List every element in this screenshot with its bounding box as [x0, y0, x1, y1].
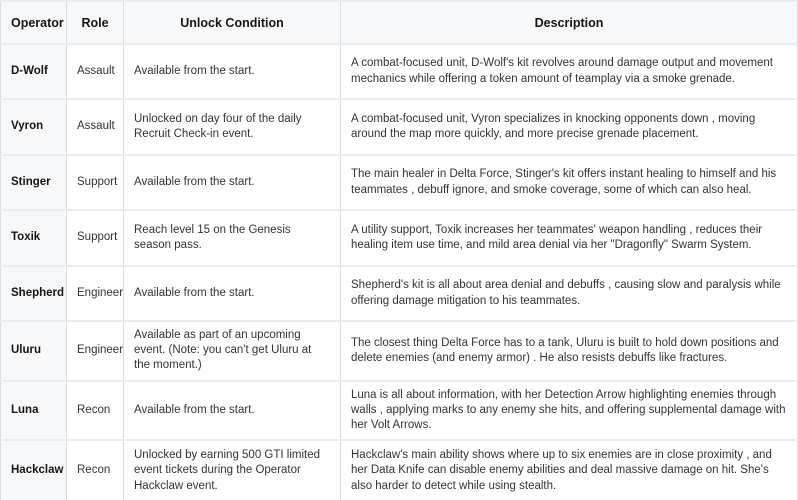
column-header-operator: Operator — [1, 1, 67, 44]
role-cell: Assault — [67, 44, 124, 99]
operator-cell: Uluru — [1, 321, 67, 381]
operator-cell: Toxik — [1, 210, 67, 266]
operator-cell: Stinger — [1, 155, 67, 210]
table-row — [1, 440, 798, 500]
description-cell: A combat-focused unit, Vyron specializes in knocking opponents down , moving around the map more quickly, and more precise grenade placement. — [341, 99, 798, 155]
table-row — [1, 44, 798, 99]
role-cell: Recon — [67, 440, 124, 500]
operator-cell: Luna — [1, 381, 67, 441]
description-cell: Shepherd's kit is all about area denial and debuffs , causing slow and paralysis while offering damage mitigation to his teammates. — [341, 266, 798, 321]
operator-cell: Hackclaw — [1, 440, 67, 500]
role-cell: Engineer — [67, 321, 124, 381]
column-header-unlock-condition: Unlock Condition — [124, 1, 341, 44]
unlock-condition-cell: Unlocked on day four of the daily Recruit Check-in event. — [124, 99, 341, 155]
unlock-condition-cell: Available from the start. — [124, 266, 341, 321]
table-row — [1, 321, 798, 381]
role-cell: Support — [67, 210, 124, 266]
unlock-condition-cell: Available from the start. — [124, 155, 341, 210]
unlock-condition-cell: Unlocked by earning 500 GTI limited event tickets during the Operator Hackclaw event. — [124, 440, 341, 500]
operator-cell: Vyron — [1, 99, 67, 155]
table-row — [1, 99, 798, 155]
role-cell: Support — [67, 155, 124, 210]
description-cell: Hackclaw's main ability shows where up to six enemies are in close proximity , and her Data Knife can disable enemy abilities and deal massive damage on hit. She's also harder to detect while using stealth. — [341, 440, 798, 500]
description-cell: Luna is all about information, with her Detection Arrow highlighting enemies through walls , applying marks to any enemy she hits, and offering supplemental damage with her Volt Arrows. — [341, 381, 798, 441]
description-cell: A utility support, Toxik increases her teammates' weapon handling , reduces their healing item use time, and mild area denial via her "Dragonfly" Swarm System. — [341, 210, 798, 266]
operator-cell: D-Wolf — [1, 44, 67, 99]
description-cell: The main healer in Delta Force, Stinger's kit offers instant healing to himself and his teammates , debuff ignore, and smoke coverage, some of which can also heal. — [341, 155, 798, 210]
column-header-role: Role — [67, 1, 124, 44]
unlock-condition-cell: Reach level 15 on the Genesis season pass. — [124, 210, 341, 266]
column-header-description: Description — [341, 1, 798, 44]
table-row — [1, 381, 798, 441]
table-body — [1, 44, 798, 500]
table-row — [1, 155, 798, 210]
role-cell: Engineer — [67, 266, 124, 321]
role-cell: Recon — [67, 381, 124, 441]
table-row — [1, 266, 798, 321]
table-row — [1, 210, 798, 266]
role-cell: Assault — [67, 99, 124, 155]
unlock-condition-cell: Available from the start. — [124, 44, 341, 99]
operator-cell: Shepherd — [1, 266, 67, 321]
unlock-condition-cell: Available as part of an upcoming event. (Note: you can't get Uluru at the moment.) — [124, 321, 341, 381]
header-row — [1, 1, 798, 44]
unlock-condition-cell: Available from the start. — [124, 381, 341, 441]
table-header — [1, 1, 798, 44]
description-cell: A combat-focused unit, D-Wolf's kit revolves around damage output and movement mechanics while offering a token amount of teamplay via a smoke grenade. — [341, 44, 798, 99]
description-cell: The closest thing Delta Force has to a tank, Uluru is built to hold down positions and delete enemies (and enemy armor) . He also resists debuffs like fractures. — [341, 321, 798, 381]
